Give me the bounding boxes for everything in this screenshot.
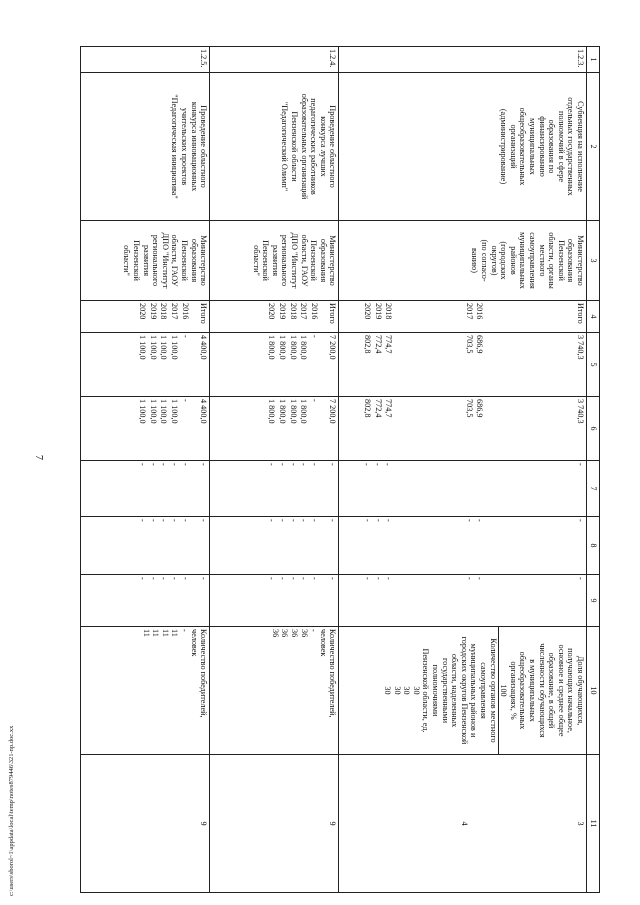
value-cell: -: [277, 463, 287, 466]
value-cell: 686,9: [475, 335, 485, 354]
value-cell: -: [267, 577, 277, 580]
value-cell: -: [328, 519, 338, 522]
indicator-column: [210, 627, 339, 755]
value-cell: 1 100,0: [169, 335, 179, 360]
value-cell: -: [299, 577, 309, 580]
column-7: [81, 461, 210, 517]
value-cell: -: [288, 519, 298, 522]
executor: Министерство образования Пензенской области, органы местного самоуправления муниципальных районов (городских округов) (по согласо- ванию): [339, 221, 587, 301]
value-cell: 1 100,0: [148, 399, 158, 424]
regional-budget-column: [339, 397, 587, 461]
value-cell: -: [277, 519, 287, 522]
value-cell: -: [383, 463, 393, 466]
program-activities-table: [80, 46, 600, 893]
value-cell: -: [180, 399, 190, 402]
value-cell: -: [199, 519, 209, 522]
indicator-value: 36: [270, 629, 280, 638]
activity-name: Субвенция на исполнение отдельных государственных полномочий в сфере образования по финансированию муниципальных общеобразовательных организаций (администрирование): [339, 73, 587, 221]
value-cell: 4 400,0: [199, 335, 209, 360]
header-cell: 2: [587, 73, 600, 221]
value-cell: -: [159, 577, 169, 580]
value-cell: -: [464, 577, 474, 580]
value-cell: -: [328, 463, 338, 466]
value-cell: -: [576, 577, 585, 580]
value-cell: -: [169, 519, 179, 522]
header-cell: 7: [587, 461, 600, 517]
indicator-value: -: [179, 629, 189, 632]
value-cell: -: [199, 463, 209, 466]
indicator-name: Количество победителей, человек: [189, 629, 209, 718]
table-row: [339, 47, 587, 893]
value-cell: 774,7: [384, 399, 394, 418]
total-column: [81, 333, 210, 397]
column-9: [81, 575, 210, 627]
table-row: [81, 47, 210, 893]
column-8: [210, 517, 339, 575]
value-cell: 772,4: [373, 335, 383, 354]
header-cell: 1: [587, 47, 600, 73]
year-cell: 2017: [299, 303, 309, 320]
value-cell: 7 200,0: [328, 335, 338, 360]
goal-ref: 9: [328, 821, 338, 826]
year-cell: 2016: [475, 303, 485, 320]
value-cell: 772,4: [373, 399, 383, 418]
column-8: [81, 517, 210, 575]
header-row: [587, 47, 600, 893]
year-cell: Итого: [328, 303, 338, 324]
value-cell: 1 800,0: [267, 399, 277, 424]
value-cell: -: [180, 463, 190, 466]
value-cell: -: [138, 463, 148, 466]
value-cell: -: [148, 577, 158, 580]
indicator-value: 100: [499, 684, 509, 697]
goal-ref: 9: [199, 821, 209, 826]
value-cell: -: [373, 519, 383, 522]
value-cell: -: [464, 519, 474, 522]
rotated-table-container: [80, 46, 600, 892]
header-cell: 6: [587, 397, 600, 461]
value-cell: 3 740,3: [576, 399, 585, 424]
value-cell: 3 740,3: [576, 335, 585, 360]
value-cell: 4 400,0: [199, 399, 209, 424]
value-cell: 703,5: [464, 399, 474, 418]
year-cell: 2017: [169, 303, 179, 320]
value-cell: -: [159, 519, 169, 522]
value-cell: 1 100,0: [138, 335, 148, 360]
value-cell: -: [159, 463, 169, 466]
activity-name: Проведение областного конкурса лучших педагогических работников образовательных организаций Пензенской области "Педагогический Олимп": [210, 73, 339, 221]
header-cell: 8: [587, 517, 600, 575]
regional-budget-column: [81, 397, 210, 461]
indicator-value: 30: [411, 686, 421, 695]
value-cell: 1 800,0: [299, 335, 309, 360]
indicator-value: 11: [170, 629, 180, 637]
regional-budget-column: [210, 397, 339, 461]
value-cell: -: [169, 577, 179, 580]
value-cell: -: [373, 577, 383, 580]
indicator-value: 11: [160, 629, 170, 637]
value-cell: 1 800,0: [277, 399, 287, 424]
indicator-column: [81, 627, 210, 755]
table-row: [210, 47, 339, 893]
indicator-value: 36: [299, 629, 309, 638]
value-cell: -: [299, 519, 309, 522]
value-cell: -: [475, 577, 485, 580]
value-cell: 686,9: [475, 399, 485, 418]
header-cell: 3: [587, 221, 600, 301]
year-cell: 2019: [373, 303, 383, 320]
year-cell: 2019: [148, 303, 158, 320]
value-cell: -: [288, 577, 298, 580]
value-cell: 802,8: [363, 335, 373, 354]
value-cell: -: [384, 519, 394, 522]
year-cell: 2018: [384, 303, 394, 320]
value-cell: 1 100,0: [159, 399, 169, 424]
year-cell: 2019: [277, 303, 287, 320]
value-cell: 1 100,0: [148, 335, 158, 360]
value-cell: -: [180, 335, 190, 338]
value-cell: -: [267, 519, 277, 522]
indicator-name: Количество органов местного самоуправления муниципальных районов и городских округов Пензенской области, наделенных государственными полномочиями Пензенской области, ед.: [421, 627, 499, 754]
row-number: 1.2.3.: [339, 47, 587, 73]
years-column: [339, 301, 587, 333]
column-7: [339, 461, 587, 517]
value-cell: -: [576, 519, 585, 522]
indicator-name: Количество победителей, человек: [318, 629, 338, 718]
row-number: 1.2.5.: [81, 47, 210, 73]
year-cell: 2020: [138, 303, 148, 320]
value-cell: -: [199, 577, 209, 580]
total-column: [210, 333, 339, 397]
activity-name: Проведение областного конкурса инновационных учительских проектов "Педагогическая инициатива": [81, 73, 210, 221]
value-cell: -: [148, 463, 158, 466]
value-cell: -: [576, 463, 585, 466]
value-cell: -: [169, 463, 179, 466]
year-cell: 2016: [309, 303, 319, 320]
value-cell: 774,7: [384, 335, 394, 354]
executor: Министерство образования Пензенской области, ГАОУ ДПО "Институт регионального развития Пензенской области": [210, 221, 339, 301]
year-cell: 2020: [363, 303, 373, 320]
year-cell: 2016: [180, 303, 190, 320]
years-column: [210, 301, 339, 333]
value-cell: 1 800,0: [299, 399, 309, 424]
year-cell: 2020: [267, 303, 277, 320]
value-cell: -: [309, 577, 319, 580]
value-cell: 1 800,0: [277, 335, 287, 360]
value-cell: -: [267, 463, 277, 466]
page-number: 7: [33, 455, 44, 460]
value-cell: -: [309, 399, 319, 402]
goal-column: [339, 755, 587, 893]
column-9: [210, 575, 339, 627]
indicator-value: 30: [402, 686, 412, 695]
indicator-name: Доля обучающихся, получающих начальное, основное и среднее общее образование, в общей численности обучающихся в муниципальных общеобразовательных организациях, %: [508, 643, 585, 738]
value-cell: 7 200,0: [328, 399, 338, 424]
goal-column: [81, 755, 210, 893]
value-cell: 1 100,0: [159, 335, 169, 360]
header-cell: 10: [587, 627, 600, 755]
value-cell: -: [309, 463, 319, 466]
value-cell: 802,8: [363, 399, 373, 418]
executor: Министерство образования Пензенской области, ГАОУ ДПО "Институт регионального развития Пензенской области": [81, 221, 210, 301]
indicator-value: 30: [392, 686, 402, 695]
indicator-value: -: [309, 629, 319, 632]
indicator-value: 11: [151, 629, 161, 637]
year-cell: 2018: [159, 303, 169, 320]
value-cell: 1 100,0: [169, 399, 179, 424]
value-cell: -: [309, 519, 319, 522]
total-column: [339, 333, 587, 397]
indicator-value: 11: [141, 629, 151, 637]
header-cell: 11: [587, 755, 600, 893]
value-cell: -: [180, 519, 190, 522]
year-cell: 2017: [464, 303, 474, 320]
value-cell: -: [309, 335, 319, 338]
value-cell: 1 100,0: [138, 399, 148, 424]
value-cell: -: [138, 577, 148, 580]
goal-ref: 3: [576, 821, 585, 826]
value-cell: 1 800,0: [288, 335, 298, 360]
years-column: [81, 301, 210, 333]
value-cell: -: [277, 577, 287, 580]
column-9: [339, 575, 587, 627]
value-cell: -: [328, 577, 338, 580]
header-cell: 9: [587, 575, 600, 627]
value-cell: -: [148, 519, 158, 522]
indicator-column: [339, 627, 587, 755]
column-7: [210, 461, 339, 517]
value-cell: -: [475, 519, 485, 522]
value-cell: -: [299, 463, 309, 466]
indicator-value: 30: [383, 686, 393, 695]
indicator-value: 36: [289, 629, 299, 638]
value-cell: -: [138, 519, 148, 522]
year-cell: Итого: [199, 303, 209, 324]
value-cell: -: [288, 463, 298, 466]
row-number: 1.2.4.: [210, 47, 339, 73]
value-cell: -: [362, 463, 372, 466]
indicator-value: 36: [280, 629, 290, 638]
header-cell: 5: [587, 333, 600, 397]
value-cell: 703,5: [464, 335, 474, 354]
goal-column: [210, 755, 339, 893]
value-cell: -: [363, 577, 373, 580]
goal-ref: 4: [460, 821, 470, 826]
value-cell: -: [384, 577, 394, 580]
value-cell: 1 800,0: [288, 399, 298, 424]
value-cell: -: [363, 519, 373, 522]
year-cell: 2018: [288, 303, 298, 320]
value-cell: -: [372, 463, 382, 466]
header-cell: 4: [587, 301, 600, 333]
value-cell: -: [180, 577, 190, 580]
year-cell: Итого: [576, 303, 585, 324]
value-cell: 1 800,0: [267, 335, 277, 360]
footer-file-path: c:\users\sborol~1\appdata\local\temp\notes879446\321-np.doc.xx: [8, 725, 15, 896]
column-8: [339, 517, 587, 575]
